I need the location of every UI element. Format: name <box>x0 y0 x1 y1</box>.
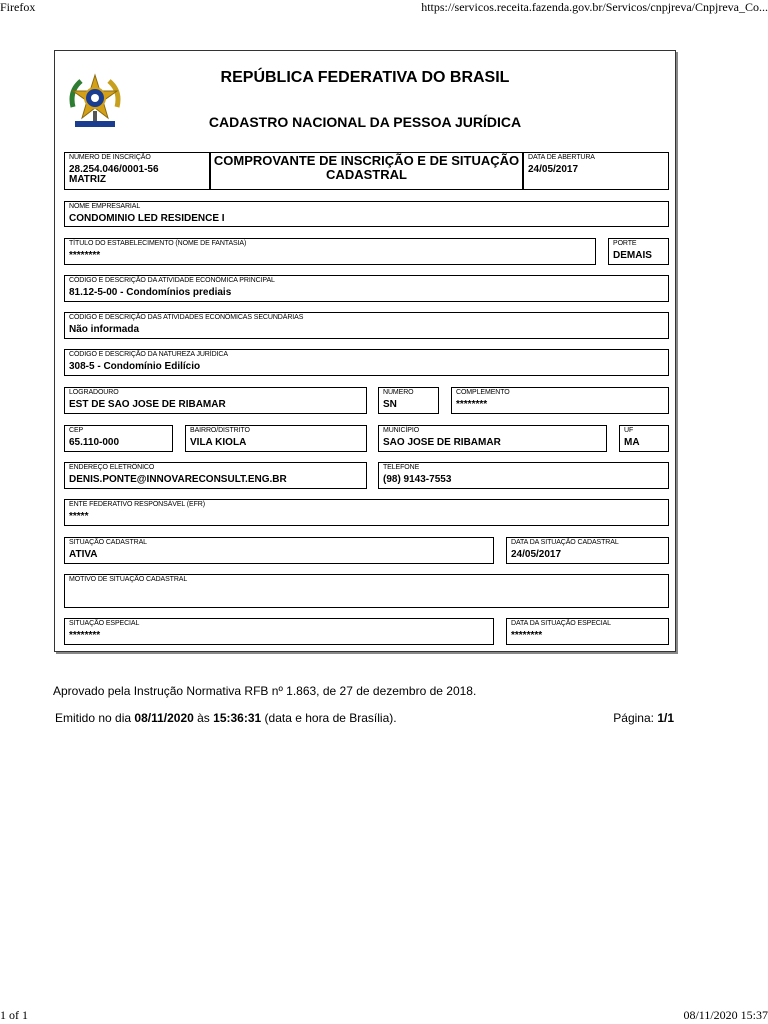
situacao-especial-value: ******** <box>69 630 101 641</box>
logradouro-value: EST DE SAO JOSE DE RIBAMAR <box>69 399 226 410</box>
natureza-juridica-value: 308-5 - Condomínio Edilício <box>69 361 201 372</box>
telefone-value: (98) 9143-7553 <box>383 474 452 485</box>
field-label: BAIRRO/DISTRITO <box>190 427 250 434</box>
complemento-box <box>451 387 669 414</box>
logradouro-box <box>64 387 367 414</box>
emitido-text <box>55 711 397 725</box>
field-label: MUNICÍPIO <box>383 427 420 434</box>
pagina-text <box>613 711 674 725</box>
data-situacao-cadastral-value: 24/05/2017 <box>511 549 562 560</box>
titulo-estabelecimento-value: ******** <box>69 250 101 261</box>
data-abertura-value: 24/05/2017 <box>528 164 579 175</box>
situacao-cadastral-box <box>64 537 494 564</box>
cep-box <box>64 425 173 452</box>
porte-box <box>608 238 669 265</box>
nome-empresarial-box <box>64 201 669 227</box>
situacao-cadastral-value: ATIVA <box>69 549 98 560</box>
aprovado-text: Aprovado pela Instrução Normativa RFB nº 1.863, de 27 de dezembro de 2018. <box>53 684 477 698</box>
field-label: CÓDIGO E DESCRIÇÃO DA NATUREZA JURÍDICA <box>69 351 228 358</box>
field-label: CÓDIGO E DESCRIÇÃO DAS ATIVIDADES ECONÔMICAS SECUNDÁRIAS <box>69 314 304 321</box>
efr-value: ***** <box>69 511 89 522</box>
numero-inscricao-box <box>64 152 210 190</box>
atividade-principal-box <box>64 275 669 302</box>
emitido-date: 08/11/2020 <box>134 711 194 725</box>
atividade-principal-value: 81.12-5-00 - Condomínios prediais <box>69 287 232 298</box>
pagina-value: 1/1 <box>657 711 674 725</box>
field-label: CÓDIGO E DESCRIÇÃO DA ATIVIDADE ECONÔMICA PRINCIPAL <box>69 277 275 284</box>
field-label: DATA DA SITUAÇÃO ESPECIAL <box>511 620 611 627</box>
emitido-mid: às <box>193 711 214 725</box>
titulo-estabelecimento-box <box>64 238 596 265</box>
field-label: TELEFONE <box>383 464 420 471</box>
matriz-value: MATRIZ <box>69 174 107 185</box>
field-label: CEP <box>69 427 84 434</box>
municipio-box <box>378 425 607 452</box>
field-label: ENDEREÇO ELETRÔNICO <box>69 464 155 471</box>
nome-empresarial-value: CONDOMINIO LED RESIDENCE I <box>69 213 225 224</box>
field-label: DATA DE ABERTURA <box>528 154 595 161</box>
data-situacao-especial-value: ******** <box>511 630 543 641</box>
efr-box <box>64 499 669 526</box>
data-situacao-especial-box <box>506 618 669 645</box>
emitido-prefix: Emitido no dia <box>55 711 135 725</box>
email-value: DENIS.PONTE@INNOVARECONSULT.ENG.BR <box>69 474 287 485</box>
atividades-secundarias-box <box>64 312 669 339</box>
motivo-situacao-box <box>64 574 669 608</box>
numero-inscricao-value: 28.254.046/0001-56 <box>69 164 159 175</box>
email-box <box>64 462 367 489</box>
natureza-juridica-box <box>64 349 669 376</box>
page-subtitle: CADASTRO NACIONAL DA PESSOA JURÍDICA <box>208 114 522 130</box>
comprovante-title: COMPROVANTE DE INSCRIÇÃO E DE SITUAÇÃO CADASTRAL <box>213 153 520 182</box>
field-label: NOME EMPRESARIAL <box>69 203 141 210</box>
field-label: COMPLEMENTO <box>456 389 510 396</box>
complemento-value: ******** <box>456 399 488 410</box>
print-footer <box>0 1008 768 1022</box>
field-label: SITUAÇÃO ESPECIAL <box>69 620 140 627</box>
field-label: SITUAÇÃO CADASTRAL <box>69 539 147 546</box>
browser-name: Firefox <box>0 0 36 14</box>
data-abertura-box <box>523 152 669 190</box>
pagina-label: Página: <box>613 711 658 725</box>
page-title: REPÚBLICA FEDERATIVA DO BRASIL <box>220 69 510 86</box>
print-header <box>0 0 768 14</box>
field-label: DATA DA SITUAÇÃO CADASTRAL <box>511 539 619 546</box>
field-label: MOTIVO DE SITUAÇÃO CADASTRAL <box>69 576 188 583</box>
data-situacao-cadastral-box <box>506 537 669 564</box>
print-datetime: 08/11/2020 15:37 <box>683 1008 768 1022</box>
situacao-especial-box <box>64 618 494 645</box>
uf-box <box>619 425 669 452</box>
field-label: NÚMERO <box>383 389 414 396</box>
field-label: TÍTULO DO ESTABELECIMENTO (NOME DE FANTASIA) <box>69 240 247 247</box>
emitido-time: 15:36:31 <box>213 711 262 725</box>
page-count: 1 of 1 <box>0 1008 28 1022</box>
uf-value: MA <box>624 437 640 448</box>
cnpj-card <box>54 50 676 652</box>
atividades-secundarias-value: Não informada <box>69 324 140 335</box>
field-label: UF <box>624 427 634 434</box>
page-url[interactable]: https://servicos.receita.fazenda.gov.br/Servicos/cnpjreva/Cnpjreva_Co... <box>421 0 768 14</box>
numero-box <box>378 387 439 414</box>
porte-value: DEMAIS <box>613 250 652 261</box>
municipio-value: SAO JOSE DE RIBAMAR <box>383 437 501 448</box>
bairro-box <box>185 425 367 452</box>
numero-value: SN <box>383 399 397 410</box>
comprovante-box <box>210 152 523 190</box>
field-label: PORTE <box>613 240 637 247</box>
field-label: ENTE FEDERATIVO RESPONSÁVEL (EFR) <box>69 501 205 508</box>
cep-value: 65.110-000 <box>69 437 120 448</box>
bairro-value: VILA KIOLA <box>190 437 247 448</box>
telefone-box <box>378 462 669 489</box>
emitido-suffix: (data e hora de Brasília). <box>261 711 397 725</box>
field-label: NÚMERO DE INSCRIÇÃO <box>69 154 151 161</box>
field-label: LOGRADOURO <box>69 389 119 396</box>
